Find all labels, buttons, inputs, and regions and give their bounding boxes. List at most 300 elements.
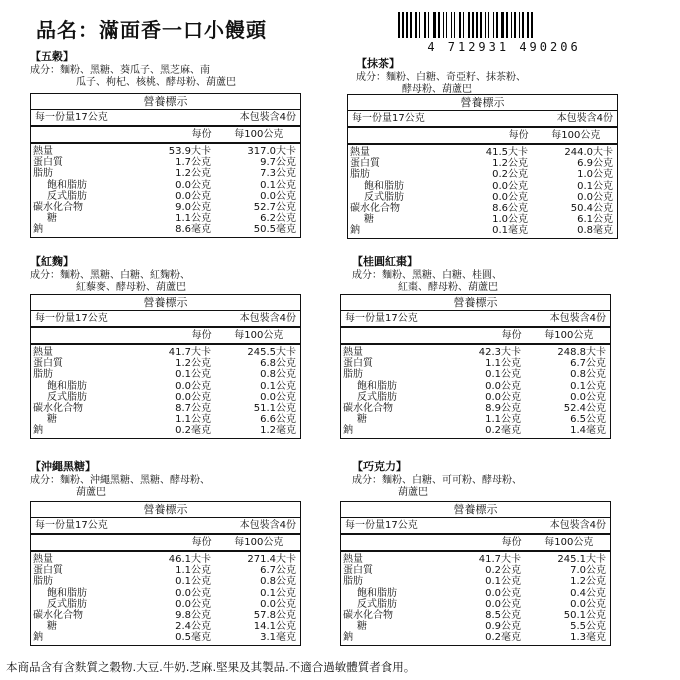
nutrient-label: 鈉 bbox=[343, 632, 353, 644]
per-serving-header: 每份 bbox=[501, 330, 522, 341]
product-title: 品名：滿面香一口小饅頭 bbox=[36, 18, 267, 42]
nutrient-per-100g: 244.0大卡 bbox=[564, 147, 613, 158]
serving-size: 每一份量17公克 bbox=[35, 313, 108, 324]
barcode-bar bbox=[415, 12, 417, 38]
nutrient-row bbox=[341, 632, 610, 643]
nutrition-table bbox=[30, 294, 301, 439]
nutrient-per-serving: 8.9公克 bbox=[485, 402, 521, 414]
nutrient-label: 糖 bbox=[47, 621, 57, 633]
nutrient-label: 蛋白質 bbox=[33, 358, 63, 370]
nutrient-per-100g: 245.1大卡 bbox=[557, 554, 606, 565]
barcode-number: 4 712931 490206 bbox=[427, 40, 581, 54]
nutrient-row bbox=[341, 588, 610, 599]
barcode bbox=[398, 12, 610, 54]
nutrient-per-serving: 41.7大卡 bbox=[478, 554, 521, 565]
per-serving-header: 每份 bbox=[191, 537, 212, 548]
servings-per-package: 本包裝含4份 bbox=[239, 112, 296, 123]
nutrition-table bbox=[340, 501, 611, 646]
nutrient-per-100g: 0.8毫克 bbox=[577, 225, 613, 237]
servings-per-package: 本包裝含4份 bbox=[239, 520, 296, 531]
product-section bbox=[356, 57, 656, 96]
nutrient-per-100g: 0.8公克 bbox=[260, 576, 296, 588]
nutrient-per-100g: 6.1公克 bbox=[577, 214, 613, 226]
nutrient-per-100g: 317.0大卡 bbox=[247, 146, 296, 157]
nutrient-label: 蛋白質 bbox=[343, 565, 373, 577]
nutrient-row bbox=[341, 414, 610, 425]
barcode-bar bbox=[493, 12, 494, 38]
nutrient-label: 碳水化合物 bbox=[33, 201, 83, 213]
barcode-bar bbox=[438, 12, 440, 38]
nutrient-label: 熱量 bbox=[33, 347, 53, 358]
nutrient-label: 蛋白質 bbox=[33, 565, 63, 577]
nutrient-per-serving: 0.2公克 bbox=[485, 565, 521, 577]
per-100g-header: 每100公克 bbox=[234, 129, 284, 140]
nutrient-per-100g: 0.1公克 bbox=[570, 380, 606, 392]
nutrient-row bbox=[341, 381, 610, 392]
nutrient-row bbox=[341, 576, 610, 587]
nutrient-row bbox=[348, 225, 617, 236]
ingredients-line-1: 成分：麵粉、黑糖、白糖、紅麴粉、 bbox=[30, 270, 190, 281]
nutrient-per-serving: 0.1公克 bbox=[175, 576, 211, 588]
barcode-bar bbox=[480, 12, 482, 38]
barcode-bar bbox=[531, 12, 533, 38]
column-header-row bbox=[31, 328, 300, 345]
nutrient-per-100g: 245.5大卡 bbox=[247, 347, 296, 358]
barcode-bar bbox=[468, 12, 470, 38]
nutrient-row bbox=[348, 203, 617, 214]
ingredients-line-2: 葫蘆巴 bbox=[76, 487, 106, 498]
barcode-bar bbox=[527, 12, 529, 38]
nutrient-label: 反式脂肪 bbox=[357, 391, 397, 403]
nutrient-row bbox=[348, 192, 617, 203]
nutrient-per-serving: 53.9大卡 bbox=[168, 146, 211, 157]
serving-info-row bbox=[31, 110, 300, 127]
nutrient-per-100g: 0.4公克 bbox=[570, 587, 606, 599]
nutrient-label: 鈉 bbox=[33, 632, 43, 644]
nutrient-label: 脂肪 bbox=[350, 169, 370, 181]
nutrient-row bbox=[31, 168, 300, 179]
nutrient-per-100g: 0.8公克 bbox=[260, 369, 296, 381]
nutrient-label: 飽和脂肪 bbox=[357, 380, 397, 392]
nutrient-label: 碳水化合物 bbox=[350, 202, 400, 214]
ingredients bbox=[352, 475, 652, 499]
nutrition-header: 營養標示 bbox=[31, 94, 300, 110]
barcode-bar bbox=[433, 12, 436, 38]
serving-info-row bbox=[348, 111, 617, 128]
nutrient-label: 熱量 bbox=[350, 147, 370, 158]
nutrition-table bbox=[340, 294, 611, 439]
nutrient-per-100g: 6.6公克 bbox=[260, 414, 296, 426]
nutrient-per-serving: 9.0公克 bbox=[175, 201, 211, 213]
nutrient-per-serving: 1.1公克 bbox=[485, 358, 521, 370]
ingredients-line-1: 成分：麵粉、白糖、奇亞籽、抹茶粉、 bbox=[356, 72, 526, 83]
per-serving-header: 每份 bbox=[508, 130, 529, 141]
barcode-bar bbox=[496, 12, 498, 38]
serving-info-row bbox=[341, 518, 610, 535]
nutrient-per-serving: 0.0公克 bbox=[175, 380, 211, 392]
nutrient-row bbox=[31, 157, 300, 168]
nutrient-per-100g: 6.2公克 bbox=[260, 213, 296, 225]
nutrient-per-100g: 5.5公克 bbox=[570, 621, 606, 633]
nutrient-per-serving: 8.6毫克 bbox=[175, 224, 211, 236]
nutrition-header: 營養標示 bbox=[31, 295, 300, 311]
nutrient-row bbox=[341, 403, 610, 414]
nutrient-label: 碳水化合物 bbox=[33, 609, 83, 621]
nutrient-row bbox=[341, 565, 610, 576]
serving-info-row bbox=[31, 518, 300, 535]
nutrient-per-100g: 6.8公克 bbox=[260, 358, 296, 370]
barcode-bar bbox=[463, 12, 464, 38]
nutrient-per-serving: 42.3大卡 bbox=[478, 347, 521, 358]
barcode-bar bbox=[428, 12, 429, 38]
nutrient-label: 脂肪 bbox=[33, 168, 53, 180]
ingredients-line-1: 成分：麵粉、白糖、可可粉、酵母粉、 bbox=[352, 475, 522, 486]
nutrition-header: 營養標示 bbox=[341, 295, 610, 311]
nutrient-per-100g: 248.8大卡 bbox=[557, 347, 606, 358]
ingredients bbox=[30, 270, 330, 294]
nutrient-row bbox=[341, 347, 610, 358]
ingredients bbox=[30, 475, 330, 499]
ingredients bbox=[30, 65, 330, 89]
barcode-bar bbox=[476, 12, 478, 38]
nutrient-per-serving: 46.1大卡 bbox=[168, 554, 211, 565]
nutrient-per-100g: 50.1公克 bbox=[563, 609, 606, 621]
barcode-bar bbox=[501, 12, 504, 38]
barcode-bar bbox=[519, 12, 520, 38]
nutrient-row bbox=[31, 358, 300, 369]
barcode-bar bbox=[514, 12, 516, 38]
nutrient-per-100g: 0.1公克 bbox=[260, 380, 296, 392]
ingredients bbox=[352, 270, 652, 294]
nutrient-per-serving: 9.8公克 bbox=[175, 609, 211, 621]
nutrient-row bbox=[341, 610, 610, 621]
product-section bbox=[352, 255, 652, 294]
nutrition-header: 營養標示 bbox=[31, 502, 300, 518]
nutrient-per-100g: 0.0公克 bbox=[570, 391, 606, 403]
nutrient-per-serving: 0.2公克 bbox=[492, 169, 528, 181]
barcode-bar bbox=[506, 12, 508, 38]
nutrition-table bbox=[30, 501, 301, 646]
nutrient-per-100g: 0.0公克 bbox=[260, 391, 296, 403]
barcode-bar bbox=[485, 12, 486, 38]
nutrient-label: 飽和脂肪 bbox=[364, 180, 404, 192]
nutrient-row bbox=[348, 214, 617, 225]
nutrient-per-100g: 6.7公克 bbox=[260, 565, 296, 577]
nutrient-per-100g: 6.9公克 bbox=[577, 158, 613, 170]
barcode-bars bbox=[398, 12, 610, 38]
nutrient-per-serving: 0.0公克 bbox=[485, 391, 521, 403]
nutrient-per-serving: 0.0公克 bbox=[485, 587, 521, 599]
nutrient-row bbox=[31, 202, 300, 213]
ingredients-line-1: 成分：麵粉、沖繩黑糖、黑糖、酵母粉、 bbox=[30, 475, 210, 486]
barcode-bar bbox=[511, 12, 512, 38]
nutrient-per-serving: 0.1公克 bbox=[485, 576, 521, 588]
product-name: 【紅麴】 bbox=[30, 255, 74, 268]
ingredients-line-2: 紅藜麥、酵母粉、葫蘆巴 bbox=[76, 282, 186, 293]
nutrient-per-100g: 0.0公克 bbox=[260, 598, 296, 610]
ingredients-line-1: 成分：麵粉、黑糖、葵瓜子、黑芝麻、南 bbox=[30, 65, 210, 76]
nutrient-label: 鈉 bbox=[33, 224, 43, 236]
nutrient-row bbox=[341, 621, 610, 632]
product-section bbox=[30, 255, 330, 294]
nutrient-row bbox=[341, 554, 610, 565]
nutrient-label: 飽和脂肪 bbox=[47, 179, 87, 191]
nutrient-per-serving: 0.2毫克 bbox=[485, 632, 521, 644]
column-header-row bbox=[31, 127, 300, 144]
nutrient-per-serving: 0.0公克 bbox=[492, 180, 528, 192]
nutrient-per-serving: 2.4公克 bbox=[175, 621, 211, 633]
nutrient-per-serving: 0.0公克 bbox=[175, 587, 211, 599]
nutrient-label: 反式脂肪 bbox=[47, 391, 87, 403]
barcode-bar bbox=[488, 12, 489, 38]
nutrient-per-serving: 0.1公克 bbox=[485, 369, 521, 381]
barcode-bar bbox=[443, 12, 444, 38]
nutrient-per-100g: 1.2毫克 bbox=[260, 425, 296, 437]
nutrient-row bbox=[348, 181, 617, 192]
nutrition-header: 營養標示 bbox=[348, 95, 617, 111]
nutrient-per-100g: 0.1公克 bbox=[260, 179, 296, 191]
nutrient-per-100g: 51.1公克 bbox=[253, 402, 296, 414]
nutrient-per-serving: 1.2公克 bbox=[175, 168, 211, 180]
ingredients-line-2: 酵母粉、葫蘆巴 bbox=[402, 84, 472, 95]
nutrient-row bbox=[31, 146, 300, 157]
product-section bbox=[30, 460, 330, 499]
nutrient-per-100g: 6.7公克 bbox=[570, 358, 606, 370]
nutrient-label: 蛋白質 bbox=[343, 358, 373, 370]
barcode-bar bbox=[451, 12, 452, 38]
nutrient-per-serving: 0.9公克 bbox=[485, 621, 521, 633]
nutrient-per-serving: 0.1毫克 bbox=[492, 225, 528, 237]
nutrient-label: 飽和脂肪 bbox=[47, 587, 87, 599]
nutrient-row bbox=[341, 425, 610, 436]
barcode-bar bbox=[419, 12, 420, 38]
nutrition-header: 營養標示 bbox=[341, 502, 610, 518]
column-header-row bbox=[341, 328, 610, 345]
nutrient-label: 脂肪 bbox=[33, 369, 53, 381]
per-100g-header: 每100公克 bbox=[544, 537, 594, 548]
nutrient-per-serving: 1.2公克 bbox=[492, 158, 528, 170]
nutrient-per-100g: 1.0公克 bbox=[577, 169, 613, 181]
nutrient-per-100g: 57.8公克 bbox=[253, 609, 296, 621]
nutrient-per-100g: 0.1公克 bbox=[260, 587, 296, 599]
nutrient-label: 脂肪 bbox=[33, 576, 53, 588]
nutrient-row bbox=[31, 599, 300, 610]
nutrient-per-100g: 9.7公克 bbox=[260, 157, 296, 169]
serving-size: 每一份量17公克 bbox=[345, 313, 418, 324]
nutrient-label: 糖 bbox=[357, 621, 367, 633]
nutrient-row bbox=[31, 588, 300, 599]
servings-per-package: 本包裝含4份 bbox=[556, 113, 613, 124]
nutrient-per-serving: 8.5公克 bbox=[485, 609, 521, 621]
servings-per-package: 本包裝含4份 bbox=[549, 313, 606, 324]
nutrient-per-100g: 0.0公克 bbox=[570, 598, 606, 610]
nutrient-per-serving: 0.0公克 bbox=[485, 380, 521, 392]
nutrient-label: 鈉 bbox=[343, 425, 353, 437]
column-header-row bbox=[341, 535, 610, 552]
nutrient-per-serving: 0.0公克 bbox=[175, 598, 211, 610]
nutrient-row bbox=[341, 599, 610, 610]
nutrient-row bbox=[31, 224, 300, 235]
nutrient-row bbox=[31, 632, 300, 643]
nutrient-per-serving: 0.0公克 bbox=[175, 190, 211, 202]
nutrient-per-100g: 7.0公克 bbox=[570, 565, 606, 577]
serving-info-row bbox=[341, 311, 610, 328]
nutrient-per-serving: 1.1公克 bbox=[175, 565, 211, 577]
product-section bbox=[352, 460, 652, 499]
nutrient-row bbox=[31, 180, 300, 191]
per-serving-header: 每份 bbox=[501, 537, 522, 548]
nutrient-label: 脂肪 bbox=[343, 369, 363, 381]
product-section bbox=[30, 50, 330, 89]
nutrient-per-100g: 0.8公克 bbox=[570, 369, 606, 381]
barcode-bar bbox=[472, 12, 474, 38]
nutrient-per-serving: 1.0公克 bbox=[492, 214, 528, 226]
ingredients-line-1: 成分：麵粉、黑糖、白糖、桂圓、 bbox=[352, 270, 502, 281]
nutrient-label: 鈉 bbox=[33, 425, 43, 437]
per-100g-header: 每100公克 bbox=[234, 537, 284, 548]
nutrient-per-serving: 0.0公克 bbox=[485, 598, 521, 610]
nutrient-per-serving: 1.1公克 bbox=[175, 213, 211, 225]
nutrient-per-serving: 41.5大卡 bbox=[485, 147, 528, 158]
nutrient-row bbox=[31, 425, 300, 436]
nutrient-row bbox=[341, 392, 610, 403]
nutrient-row bbox=[348, 147, 617, 158]
ingredients-line-2: 瓜子、枸杞、核桃、酵母粉、葫蘆巴 bbox=[76, 77, 236, 88]
nutrient-per-100g: 0.0公克 bbox=[577, 191, 613, 203]
nutrient-per-100g: 52.4公克 bbox=[563, 402, 606, 414]
barcode-bar bbox=[406, 12, 408, 38]
nutrient-row bbox=[341, 369, 610, 380]
nutrient-per-serving: 1.7公克 bbox=[175, 157, 211, 169]
nutrient-per-100g: 50.4公克 bbox=[570, 202, 613, 214]
nutrient-row bbox=[31, 381, 300, 392]
nutrient-label: 碳水化合物 bbox=[33, 402, 83, 414]
nutrient-row bbox=[31, 621, 300, 632]
nutrient-per-100g: 3.1毫克 bbox=[260, 632, 296, 644]
nutrient-per-100g: 0.0公克 bbox=[260, 190, 296, 202]
nutrient-per-100g: 0.1公克 bbox=[577, 180, 613, 192]
product-name: 【沖繩黑糖】 bbox=[30, 460, 96, 473]
ingredients-line-2: 葫蘆巴 bbox=[398, 487, 428, 498]
nutrient-row bbox=[341, 358, 610, 369]
nutrient-row bbox=[31, 414, 300, 425]
nutrient-per-serving: 41.7大卡 bbox=[168, 347, 211, 358]
nutrient-label: 熱量 bbox=[343, 554, 363, 565]
barcode-bar bbox=[522, 12, 524, 38]
barcode-bar bbox=[424, 12, 426, 38]
nutrient-label: 飽和脂肪 bbox=[47, 380, 87, 392]
servings-per-package: 本包裝含4份 bbox=[549, 520, 606, 531]
nutrient-per-serving: 1.1公克 bbox=[175, 414, 211, 426]
nutrient-per-100g: 271.4大卡 bbox=[247, 554, 296, 565]
serving-info-row bbox=[31, 311, 300, 328]
nutrient-label: 糖 bbox=[47, 213, 57, 225]
nutrient-per-100g: 1.3毫克 bbox=[570, 632, 606, 644]
nutrient-row bbox=[31, 554, 300, 565]
nutrient-label: 熱量 bbox=[33, 554, 53, 565]
nutrient-row bbox=[31, 565, 300, 576]
nutrient-per-serving: 8.7公克 bbox=[175, 402, 211, 414]
ingredients-line-2: 紅棗、酵母粉、葫蘆巴 bbox=[398, 282, 498, 293]
nutrient-per-serving: 0.0公克 bbox=[175, 179, 211, 191]
nutrient-label: 反式脂肪 bbox=[47, 598, 87, 610]
nutrient-row bbox=[31, 191, 300, 202]
nutrient-row bbox=[31, 347, 300, 358]
nutrient-per-serving: 0.5毫克 bbox=[175, 632, 211, 644]
per-100g-header: 每100公克 bbox=[234, 330, 284, 341]
serving-size: 每一份量17公克 bbox=[345, 520, 418, 531]
nutrient-per-100g: 14.1公克 bbox=[253, 621, 296, 633]
barcode-bar bbox=[398, 12, 400, 38]
nutrition-table bbox=[347, 94, 618, 239]
serving-size: 每一份量17公克 bbox=[352, 113, 425, 124]
nutrient-label: 反式脂肪 bbox=[364, 191, 404, 203]
nutrient-per-serving: 0.0公克 bbox=[175, 391, 211, 403]
nutrient-label: 鈉 bbox=[350, 225, 360, 237]
nutrient-row bbox=[31, 213, 300, 224]
ingredients bbox=[356, 72, 656, 96]
nutrient-per-100g: 6.5公克 bbox=[570, 414, 606, 426]
nutrient-label: 糖 bbox=[357, 414, 367, 426]
nutrient-per-serving: 1.1公克 bbox=[485, 414, 521, 426]
nutrient-per-serving: 0.2毫克 bbox=[175, 425, 211, 437]
nutrient-per-100g: 1.4毫克 bbox=[570, 425, 606, 437]
product-name: 【五穀】 bbox=[30, 50, 74, 63]
column-header-row bbox=[31, 535, 300, 552]
nutrient-per-100g: 7.3公克 bbox=[260, 168, 296, 180]
nutrient-row bbox=[31, 392, 300, 403]
barcode-bar bbox=[446, 12, 447, 38]
product-name: 【抹茶】 bbox=[356, 57, 400, 70]
per-100g-header: 每100公克 bbox=[551, 130, 601, 141]
per-serving-header: 每份 bbox=[191, 330, 212, 341]
nutrient-label: 蛋白質 bbox=[350, 158, 380, 170]
nutrient-per-serving: 8.6公克 bbox=[492, 202, 528, 214]
nutrient-label: 熱量 bbox=[33, 146, 53, 157]
nutrient-row bbox=[348, 169, 617, 180]
nutrient-per-serving: 1.2公克 bbox=[175, 358, 211, 370]
servings-per-package: 本包裝含4份 bbox=[239, 313, 296, 324]
serving-size: 每一份量17公克 bbox=[35, 520, 108, 531]
nutrient-label: 糖 bbox=[47, 414, 57, 426]
per-serving-header: 每份 bbox=[191, 129, 212, 140]
nutrition-table bbox=[30, 93, 301, 238]
nutrient-row bbox=[31, 369, 300, 380]
nutrient-label: 糖 bbox=[364, 214, 374, 226]
barcode-bar bbox=[402, 12, 404, 38]
barcode-bar bbox=[459, 12, 461, 38]
nutrient-label: 碳水化合物 bbox=[343, 402, 393, 414]
barcode-bar bbox=[410, 12, 412, 38]
column-header-row bbox=[348, 128, 617, 145]
nutrient-per-100g: 52.7公克 bbox=[253, 201, 296, 213]
nutrient-label: 反式脂肪 bbox=[357, 598, 397, 610]
nutrient-per-100g: 1.2公克 bbox=[570, 576, 606, 588]
nutrient-label: 熱量 bbox=[343, 347, 363, 358]
nutrient-label: 碳水化合物 bbox=[343, 609, 393, 621]
nutrient-per-serving: 0.1公克 bbox=[175, 369, 211, 381]
barcode-bar bbox=[454, 12, 455, 38]
allergen-notice: 本商品含有含麩質之穀物.大豆.牛奶.芝麻.堅果及其製品.不適合過敏體質者食用。 bbox=[6, 660, 416, 674]
serving-size: 每一份量17公克 bbox=[35, 112, 108, 123]
nutrient-row bbox=[348, 158, 617, 169]
nutrient-label: 蛋白質 bbox=[33, 157, 63, 169]
nutrient-per-serving: 0.2毫克 bbox=[485, 425, 521, 437]
nutrient-row bbox=[31, 403, 300, 414]
nutrient-row bbox=[31, 576, 300, 587]
product-name: 【巧克力】 bbox=[352, 460, 407, 473]
product-name: 【桂圓紅棗】 bbox=[352, 255, 418, 268]
